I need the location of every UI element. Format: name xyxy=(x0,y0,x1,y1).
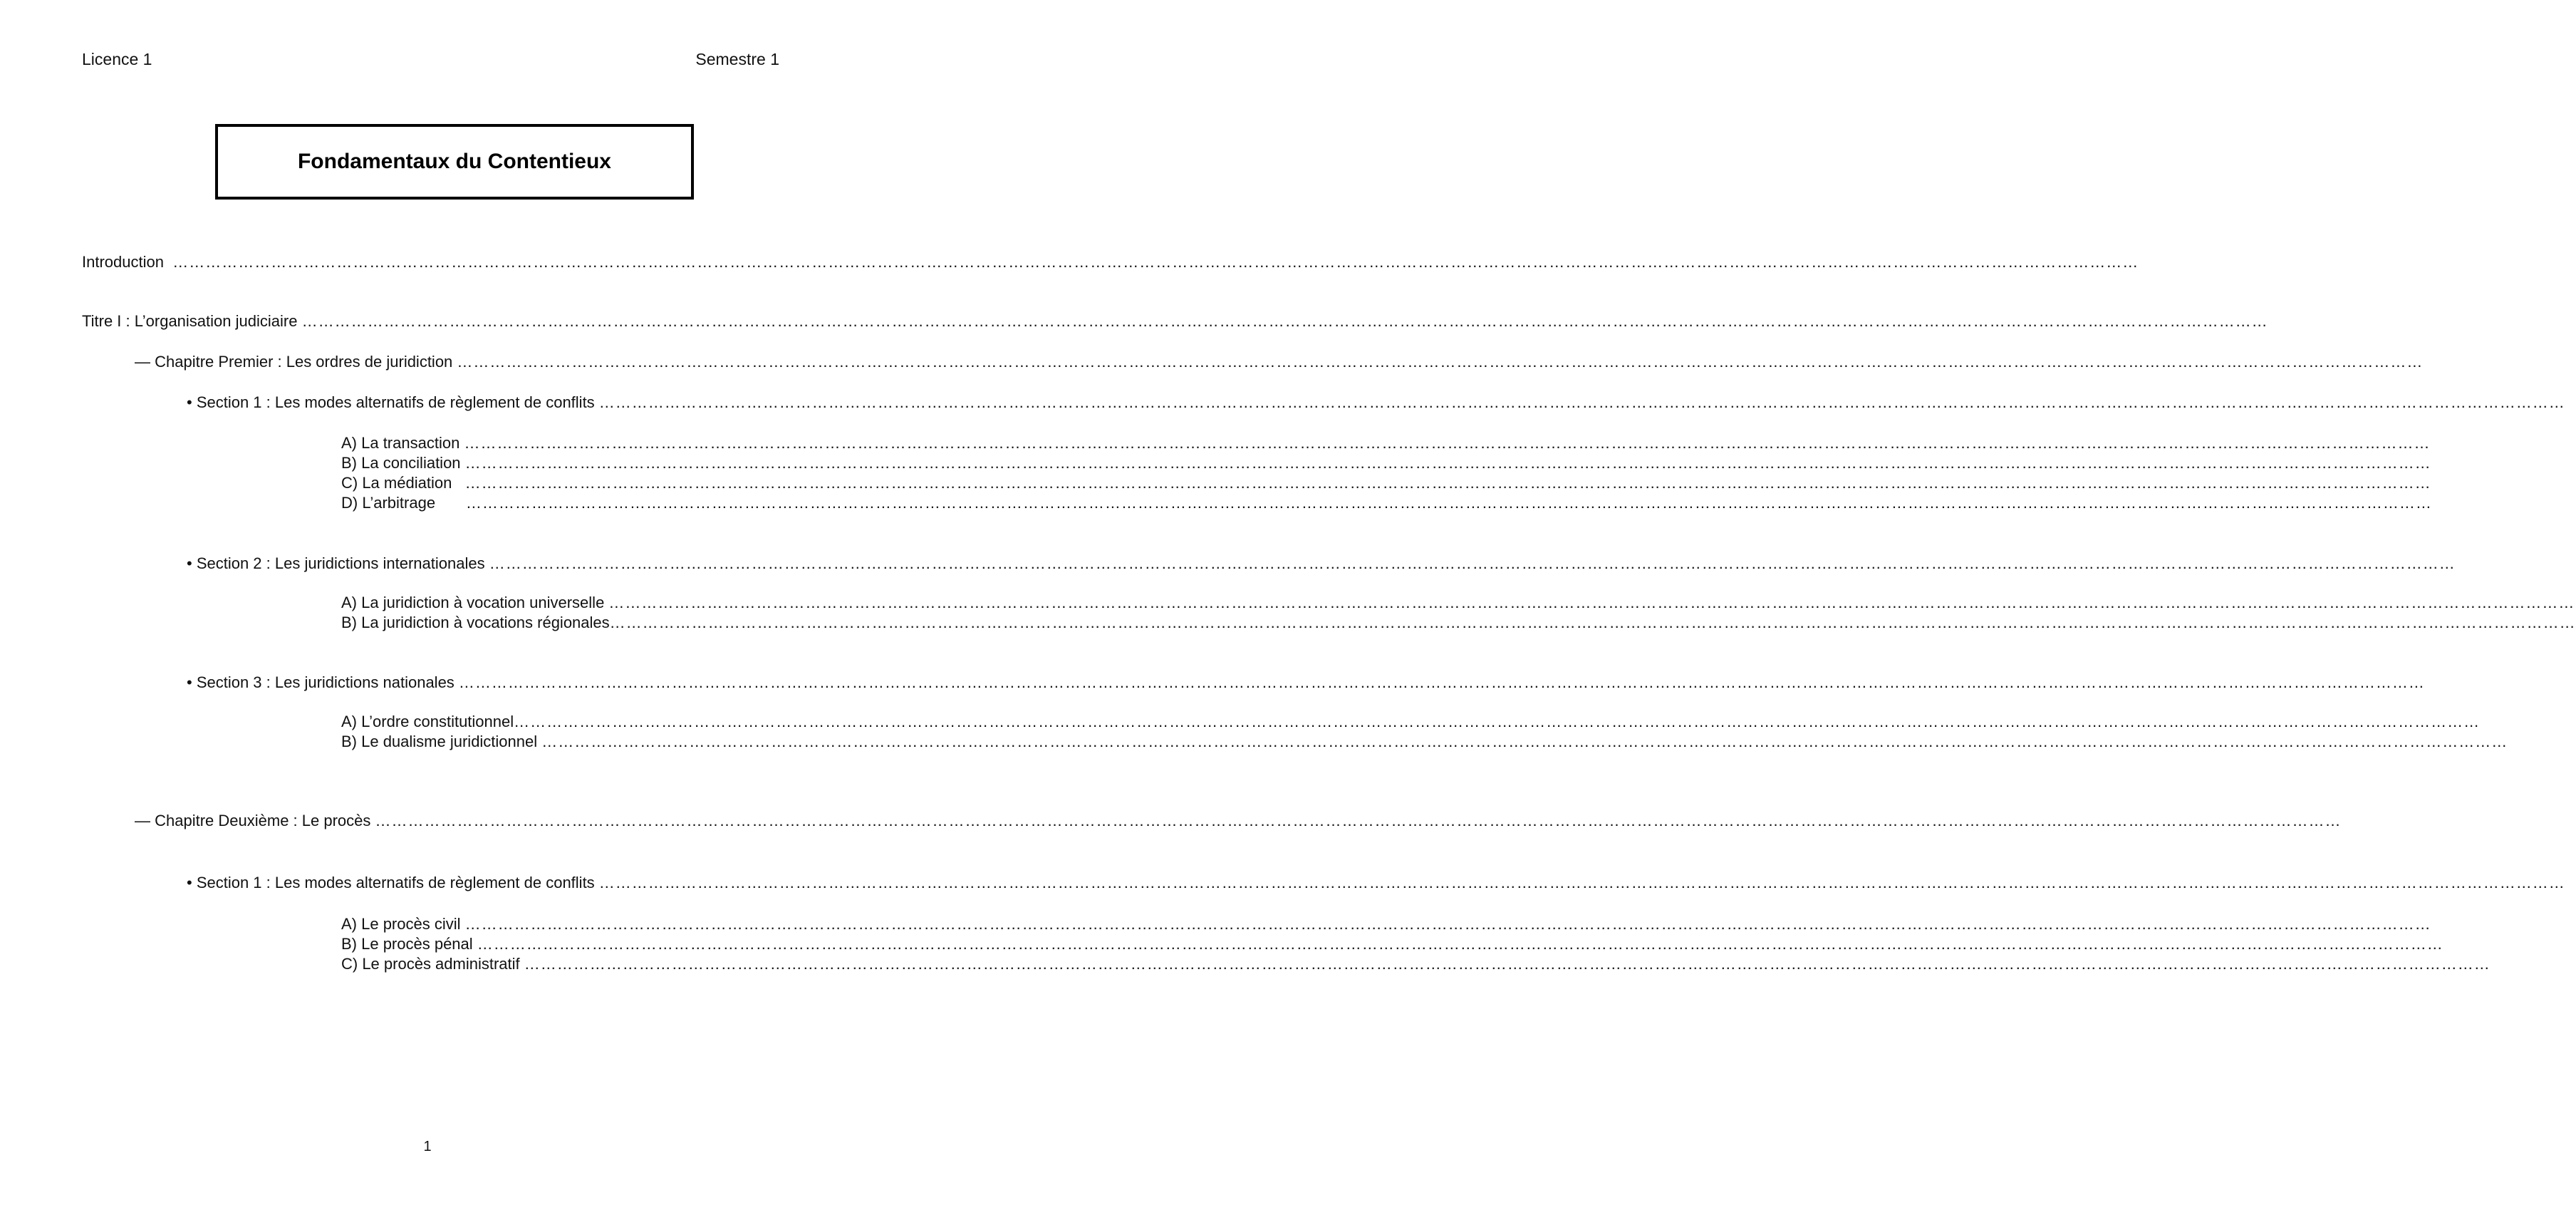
toc-entry-proces-civil: A) Le procès civil ……………………………………………………………………………………………………………………………………………………………………………………………………………………………………………………………………………………………………………………………… xyxy=(341,915,2431,933)
course-level: Licence 1 xyxy=(82,50,152,68)
toc-entry-dualisme-juridictionnel: B) Le dualisme juridictionnel ……………………………………………………………………………………………………………………………………………………………………………………………………………………………………………………………………………………………………………………………… xyxy=(341,733,2508,750)
document-title-box xyxy=(215,124,694,200)
semester-label: Semestre 1 xyxy=(695,50,779,68)
toc-entry-chapitre-premier: — Chapitre Premier : Les ordres de juridiction ……………………………………………………………………………………………………………………………………………………………………………………………………………………………………………………………………………………………………………………………… xyxy=(135,353,2424,371)
toc-entry-proces-penal: B) Le procès pénal ……………………………………………………………………………………………………………………………………………………………………………………………………………………………………………………………………………………………………………………………… xyxy=(341,935,2443,953)
toc-entry-conciliation: B) La conciliation ……………………………………………………………………………………………………………………………………………………………………………………………………………………………………………………………………………………………………………………………… xyxy=(341,454,2431,472)
toc-entry-ordre-constitutionnel: A) L’ordre constitutionnel……………………………………………………………………………………………………………………………………………………………………………………………………………………………………………………………………………………………………………………………… xyxy=(341,713,2481,730)
toc-entry-chapitre2-section1: • Section 1 : Les modes alternatifs de règlement de conflits ……………………………………………………………………………………………………………………………………………………………………………………………………………………………………………………………………………………………………………………………… xyxy=(187,874,2565,891)
toc-entry-introduction: Introduction ……………………………………………………………………………………………………………………………………………………………………………………………………………………………………………………………………………………………………………………………… xyxy=(82,253,2139,271)
toc-entry-chapitre1-section2: • Section 2 : Les juridictions internationales ……………………………………………………………………………………………………………………………………………………………………………………………………………………………………………………………………………………………………………………………… xyxy=(187,554,2456,572)
toc-entry-proces-administratif: C) Le procès administratif ……………………………………………………………………………………………………………………………………………………………………………………………………………………………………………………………………………………………………………………………… xyxy=(341,955,2491,973)
toc-entry-mediation: C) La médiation ……………………………………………………………………………………………………………………………………………………………………………………………………………………………………………………………………………………………………………………………… xyxy=(341,474,2431,492)
toc-entry-chapitre-deuxieme: — Chapitre Deuxième : Le procès ……………………………………………………………………………………………………………………………………………………………………………………………………………………………………………………………………………………………………………………………… xyxy=(135,812,2342,829)
toc-entry-juridiction-regionales: B) La juridiction à vocations régionales……………………………………………………………………………………………………………………………………………………………………………………………………………………………………………………………………………………………………………………………… xyxy=(341,614,2576,631)
toc-entry-arbitrage: D) L’arbitrage ……………………………………………………………………………………………………………………………………………………………………………………………………………………………………………………………………………………………………………………………… xyxy=(341,494,2432,512)
toc-entry-juridiction-universelle: A) La juridiction à vocation universelle ……………………………………………………………………………………………………………………………………………………………………………………………………………………………………………………………………………………………………………………………… xyxy=(341,594,2575,611)
toc-entry-chapitre1-section1: • Section 1 : Les modes alternatifs de règlement de conflits ……………………………………………………………………………………………………………………………………………………………………………………………………………………………………………………………………………………………………………………………… xyxy=(187,393,2565,411)
toc-entry-transaction: A) La transaction ……………………………………………………………………………………………………………………………………………………………………………………………………………………………………………………………………………………………………………………………… xyxy=(341,434,2431,452)
page-header xyxy=(82,50,779,74)
document-title: Fondamentaux du Contentieux xyxy=(297,150,611,173)
toc-entry-titre-1: Titre I : L’organisation judiciaire ……………………………………………………………………………………………………………………………………………………………………………………………………………………………………………………………………………………………………………………………… xyxy=(82,312,2268,330)
page-number: 1 xyxy=(423,1139,432,1154)
toc-entry-chapitre1-section3: • Section 3 : Les juridictions nationales ……………………………………………………………………………………………………………………………………………………………………………………………………………………………………………………………………………………………………………………………… xyxy=(187,673,2425,691)
